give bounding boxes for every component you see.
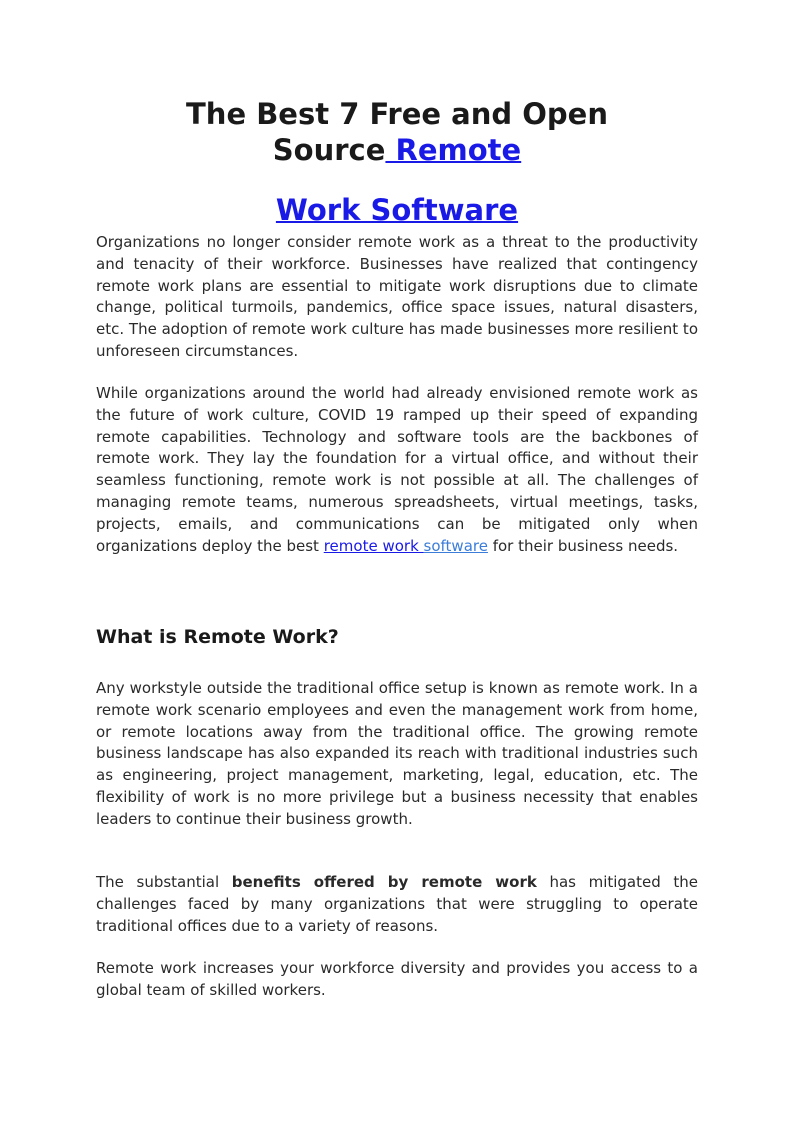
- diversity-paragraph: Remote work increases your workforce diversity and provides you access to a global team of skilled workers.: [96, 959, 698, 999]
- benefits-paragraph-tail: has mitigated the challenges faced by many organizations that were struggling to operate traditional offices due to a variety of reasons.: [96, 873, 698, 935]
- page-title-line-3: [96, 192, 698, 228]
- page-title-line-1: The Best 7 Free and Open: [186, 97, 608, 131]
- definition-paragraph: Any workstyle outside the traditional office setup is known as remote work. In a remote work scenario employees and even the management work from home, or remote locations away from the traditional office. The growing remote business landscape has also expanded its reach with traditional industries such as engineering, project management, marketing, legal, education, etc. The flexibility of work is no more privilege but a business necessity that enables leaders to continue their business growth.: [96, 679, 698, 828]
- covid-paragraph-tail: for their business needs.: [487, 536, 679, 555]
- covid-paragraph-text: While organizations around the world had already envisioned remote work as the future of work culture, COVID 19 ramped up their speed of expanding remote capabilities. Technology and software tools are the backbones of remote work. They lay the foundation for a virtual office, and without their seamless functioning, remote work is not possible at all. The challenges of managing remote teams, numerous spreadsheets, virtual meetings, tasks, projects, emails, and communications can be mitigated only when organizations deploy the best: [96, 384, 698, 555]
- benefits-bold-text: benefits offered by remote work: [231, 873, 537, 891]
- benefits-paragraph: [96, 872, 698, 937]
- remote-work-link[interactable]: remote work: [323, 536, 424, 555]
- title-source-text: Source: [272, 133, 386, 167]
- section-heading-what-is-remote-work: What is Remote Work?: [96, 626, 339, 648]
- benefits-paragraph-lead: The substantial: [96, 873, 232, 891]
- software-link[interactable]: software: [423, 536, 488, 555]
- title-remote-link[interactable]: Remote: [385, 133, 522, 167]
- covid-paragraph: [96, 383, 698, 557]
- title-work-software-link[interactable]: Work Software: [275, 193, 519, 227]
- page-title-line-2: [96, 132, 698, 168]
- intro-paragraph: Organizations no longer consider remote work as a threat to the productivity and tenacity of their workforce. Businesses have realized that contingency remote work plans are essential to mitigate work disruptions due to climate change, political turmoils, pandemics, office space issues, natural disasters, etc. The adoption of remote work culture has made businesses more resilient to unforeseen circumstances.: [96, 233, 698, 360]
